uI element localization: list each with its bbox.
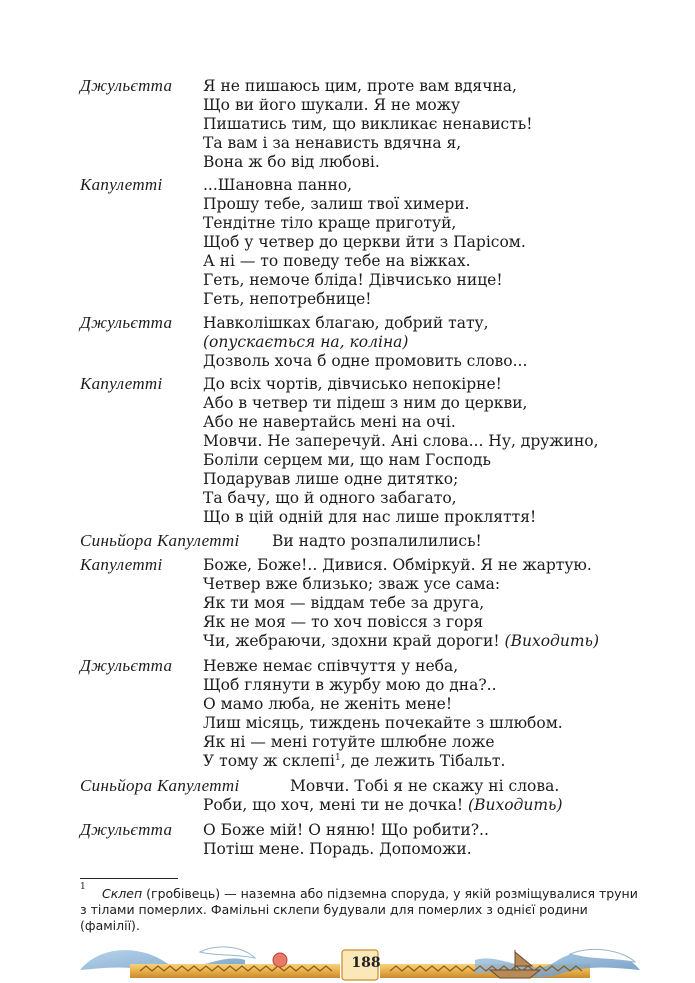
- speaker-name: Синьйора Капулетті: [80, 531, 240, 550]
- verse-line: Боже, Боже!.. Дивися. Обміркуй. Я не жартую.: [203, 556, 592, 574]
- page-number: 188: [351, 955, 381, 971]
- verse-line: Та вам і за ненависть вдячна я,: [203, 134, 462, 152]
- verse-line: Лиш місяць, тиждень почекайте з шлюбом.: [203, 714, 563, 732]
- verse-line: У тому ж склепі$^1$, де лежить Тібальт.: [203, 752, 506, 770]
- footnote-divider: [80, 878, 178, 879]
- verse-line: Я не пишаюсь цим, проте вам вдячна,: [203, 77, 517, 95]
- verse-line: Як ні — мені готуйте шлюбне ложе: [203, 733, 495, 751]
- stage-direction: (опускається на, коліна): [203, 333, 409, 351]
- stage-direction: (Виходить): [504, 632, 600, 650]
- speaker-name: Джульєтта: [80, 313, 173, 332]
- speaker-name: Джульєтта: [80, 656, 173, 675]
- verse-line: Навколішках благаю, добрий тату,: [203, 314, 489, 332]
- verse-line: Щоб у четвер до церкви йти з Парісом.: [203, 233, 526, 251]
- speaker-name: Синьйора Капулетті: [80, 776, 240, 795]
- speaker-name: Капулетті: [80, 555, 163, 574]
- footnote-ref[interactable]: 1: [335, 752, 341, 763]
- speaker-name: Капулетті: [80, 175, 163, 194]
- speaker-name: Джульєтта: [80, 820, 173, 839]
- verse-line: До всіх чортів, дівчисько непокірне!: [203, 375, 502, 393]
- verse-line: Мовчи. Тобі я не скажу ні слова.: [290, 777, 560, 795]
- verse-line: Ви надто розпалилились!: [272, 532, 482, 550]
- verse-line: Невже немає співчуття у неба,: [203, 657, 459, 675]
- verse-line: О мамо люба, не женіть мене!: [203, 695, 453, 713]
- verse-line: Тендітне тіло краще приготуй,: [203, 214, 457, 232]
- verse-line: ...Шановна панно,: [203, 176, 353, 194]
- stage-direction: (Виходить): [468, 796, 563, 814]
- footnote-term: Склеп: [102, 886, 143, 901]
- verse-line: Або не навертайсь мені на очі.: [203, 413, 456, 431]
- verse-line: Роби, що хоч, мені ти не дочка! (Виходить): [203, 796, 563, 814]
- feather-ornament: [200, 947, 255, 958]
- footnote-definition: (гробівець) — наземна або підземна споруда, у якій розміщувалися труни з тілами померлих. Фамільні склепи будували для померлих з однієї родини (фамілії).: [80, 886, 638, 933]
- verse-line: Четвер вже близько; зваж усе сама:: [203, 575, 501, 593]
- verse-line: Як не моя — то хоч повісся з горя: [203, 613, 484, 631]
- footnote-mark: 1: [80, 882, 86, 892]
- verse-line: Що в цій одній для нас лише прокляття!: [203, 508, 537, 526]
- verse-line: Вона ж бо від любові.: [203, 153, 380, 171]
- verse-line: А ні — то поведу тебе на віжках.: [203, 252, 471, 270]
- verse-line: Або в четвер ти підеш з ним до церкви,: [203, 394, 528, 412]
- verse-line: Чи, жебраючи, здохни край дороги! (Виходить): [203, 632, 600, 650]
- verse-line: Дозволь хоча б одне промовить слово...: [203, 352, 528, 370]
- verse-line: Геть, немоче бліда! Дівчисько нице!: [203, 271, 503, 289]
- verse-line: Потіш мене. Порадь. Допоможи.: [203, 840, 472, 858]
- footnote-text: [80, 886, 640, 934]
- verse-line: Мовчи. Не заперечуй. Ані слова... Ну, дружино,: [203, 432, 599, 450]
- verse-line: Геть, непотребнице!: [203, 290, 372, 308]
- verse-line: Щоб глянути в журбу мою до дна?..: [203, 676, 497, 694]
- speaker-name: Капулетті: [80, 374, 163, 393]
- verse-line: О Боже мій! О няню! Що робити?..: [203, 821, 489, 839]
- verse-line: Як ти моя — віддам тебе за друга,: [203, 594, 485, 612]
- speaker-name: Джульєтта: [80, 76, 173, 95]
- verse-line: Та бачу, що й одного забагато,: [203, 489, 457, 507]
- verse-line: Пишатись тим, що викликає ненависть!: [203, 115, 533, 133]
- rose-ornament: [273, 953, 287, 967]
- verse-line: Подарував лише одне дитятко;: [203, 470, 459, 488]
- verse-line: Прошу тебе, залиш твої химери.: [203, 195, 470, 213]
- verse-line: Боліли серцем ми, що нам Господь: [203, 451, 491, 469]
- verse-line: Що ви його шукали. Я не можу: [203, 96, 461, 114]
